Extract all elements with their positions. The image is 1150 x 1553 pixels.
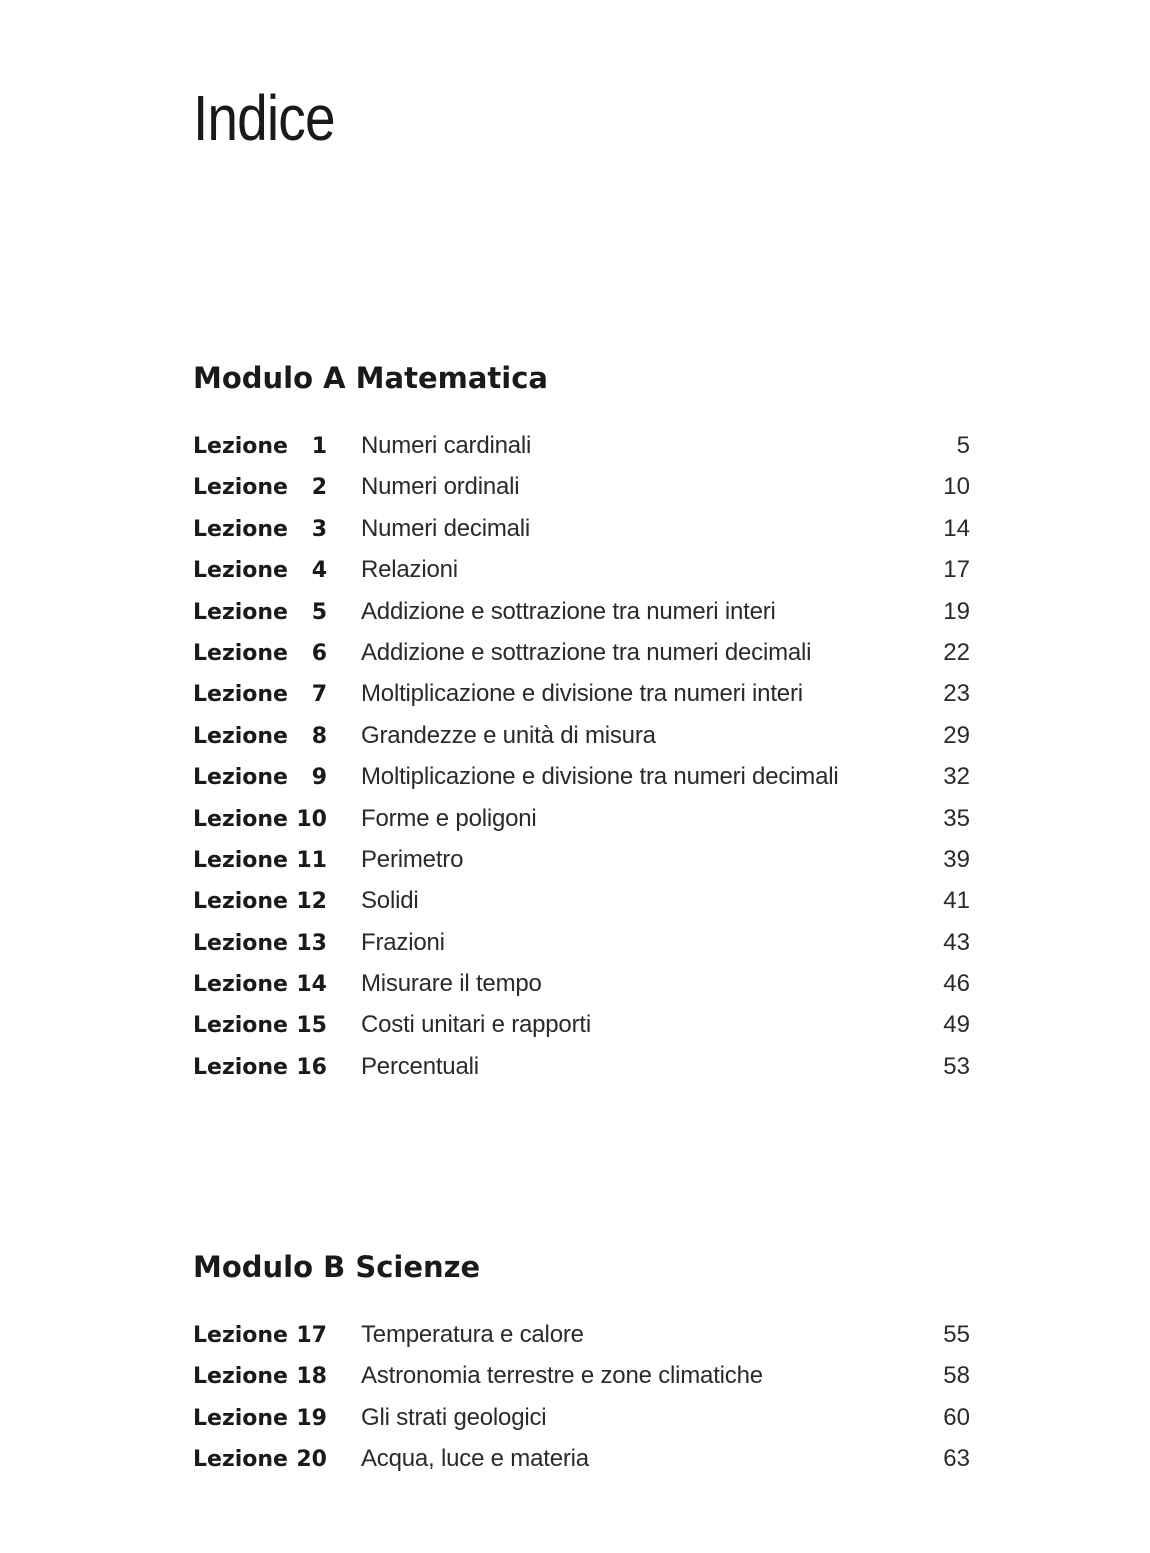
lesson-label: Lezione	[193, 806, 288, 832]
page-number: 63	[943, 1445, 970, 1473]
lesson-title: Perimetro	[361, 845, 464, 873]
lesson-title: Frazioni	[361, 928, 445, 956]
lesson-label: Lezione	[193, 1364, 288, 1390]
toc-entry[interactable]	[193, 466, 970, 507]
toc-entry[interactable]	[193, 1046, 970, 1087]
toc-entry[interactable]	[193, 1314, 970, 1355]
toc-entry[interactable]	[193, 425, 970, 466]
lesson-number: 20	[296, 1447, 327, 1473]
lesson-label: Lezione	[193, 1013, 288, 1039]
lesson-label: Lezione	[193, 434, 288, 459]
page-number: 53	[943, 1052, 970, 1080]
toc-list	[193, 425, 970, 1087]
toc-entry[interactable]	[193, 1397, 970, 1438]
page-number: 32	[943, 763, 970, 791]
lesson-label: Lezione	[193, 516, 288, 542]
toc-entry[interactable]	[193, 549, 970, 590]
page-number: 43	[943, 928, 970, 956]
lesson-number: 16	[296, 1054, 327, 1080]
lesson-label: Lezione	[193, 599, 288, 625]
lesson-title: Gli strati geologici	[361, 1403, 547, 1431]
module-heading: Modulo A Matematica	[193, 361, 548, 395]
module-heading: Modulo B Scienze	[193, 1250, 481, 1284]
lesson-number: 5	[311, 599, 327, 625]
lesson-label: Lezione	[193, 930, 288, 956]
lesson-number: 19	[296, 1405, 327, 1431]
lesson-label: Lezione	[193, 1054, 288, 1080]
toc-entry[interactable]	[193, 1355, 970, 1396]
page-number: 46	[943, 970, 970, 998]
lesson-number: 11	[296, 847, 327, 873]
lesson-number: 10	[296, 806, 327, 832]
lesson-number: 15	[296, 1013, 327, 1039]
page-number: 58	[943, 1362, 970, 1390]
lesson-title: Numeri ordinali	[361, 473, 520, 501]
lesson-title: Percentuali	[361, 1052, 479, 1080]
lesson-label: Lezione	[193, 682, 288, 708]
page-number: 22	[943, 638, 970, 666]
lesson-title: Misurare il tempo	[361, 970, 542, 998]
lesson-number: 7	[311, 682, 327, 708]
lesson-number: 12	[296, 889, 327, 915]
lesson-number: 9	[311, 765, 327, 791]
lesson-title: Acqua, luce e materia	[361, 1445, 589, 1473]
page-number: 39	[943, 845, 970, 873]
page-number: 10	[943, 473, 970, 501]
toc-entry[interactable]	[193, 922, 970, 963]
toc-list	[193, 1314, 970, 1480]
toc-entry[interactable]	[193, 756, 970, 797]
lesson-title: Relazioni	[361, 556, 458, 584]
toc-entry[interactable]	[193, 673, 970, 714]
page-number: 49	[943, 1011, 970, 1039]
page-number: 35	[943, 804, 970, 832]
toc-entry[interactable]	[193, 632, 970, 673]
toc-entry[interactable]	[193, 963, 970, 1004]
module-a-section	[193, 355, 970, 1087]
lesson-label: Lezione	[193, 889, 288, 915]
page-number: 5	[956, 432, 970, 459]
toc-entry[interactable]	[193, 591, 970, 632]
page-number: 23	[943, 680, 970, 708]
toc-entry[interactable]	[193, 1438, 970, 1479]
toc-entry[interactable]	[193, 880, 970, 921]
toc-entry[interactable]	[193, 839, 970, 880]
lesson-title: Forme e poligoni	[361, 804, 537, 832]
lesson-title: Moltiplicazione e divisione tra numeri decimali	[361, 763, 839, 791]
lesson-number: 3	[311, 516, 327, 542]
module-b-section	[193, 1244, 970, 1480]
lesson-title: Astronomia terrestre e zone climatiche	[361, 1362, 763, 1390]
toc-entry[interactable]	[193, 508, 970, 549]
lesson-number: 2	[311, 475, 327, 501]
lesson-number: 18	[296, 1364, 327, 1390]
lesson-title: Costi unitari e rapporti	[361, 1011, 591, 1039]
lesson-number: 17	[296, 1323, 327, 1348]
lesson-number: 8	[311, 723, 327, 749]
lesson-title: Temperatura e calore	[361, 1321, 584, 1348]
lesson-label: Lezione	[193, 640, 288, 666]
lesson-title: Grandezze e unità di misura	[361, 721, 656, 749]
lesson-title: Numeri decimali	[361, 514, 531, 542]
lesson-label: Lezione	[193, 1447, 288, 1473]
lesson-label: Lezione	[193, 723, 288, 749]
page-number: 60	[943, 1403, 970, 1431]
lesson-label: Lezione	[193, 1323, 288, 1348]
lesson-number: 1	[311, 434, 327, 459]
page-number: 19	[943, 597, 970, 625]
lesson-number: 14	[296, 972, 327, 998]
page-number: 17	[943, 556, 970, 584]
toc-entry[interactable]	[193, 715, 970, 756]
lesson-number: 6	[311, 640, 327, 666]
lesson-label: Lezione	[193, 765, 288, 791]
lesson-label: Lezione	[193, 847, 288, 873]
page-number: 41	[943, 887, 970, 915]
lesson-label: Lezione	[193, 475, 288, 501]
lesson-number: 13	[296, 930, 327, 956]
lesson-title: Solidi	[361, 887, 419, 915]
lesson-title: Addizione e sottrazione tra numeri decimali	[361, 638, 812, 666]
lesson-label: Lezione	[193, 558, 288, 584]
lesson-number: 4	[311, 558, 327, 584]
lesson-title: Numeri cardinali	[361, 432, 532, 459]
page-title: Indice	[193, 82, 335, 154]
lesson-title: Addizione e sottrazione tra numeri interi	[361, 597, 776, 625]
lesson-label: Lezione	[193, 972, 288, 998]
lesson-title: Moltiplicazione e divisione tra numeri interi	[361, 680, 803, 708]
page-number: 14	[943, 514, 970, 542]
lesson-label: Lezione	[193, 1405, 288, 1431]
toc-entry[interactable]	[193, 1004, 970, 1045]
page-number: 55	[943, 1321, 970, 1348]
toc-entry[interactable]	[193, 798, 970, 839]
page-number: 29	[943, 721, 970, 749]
